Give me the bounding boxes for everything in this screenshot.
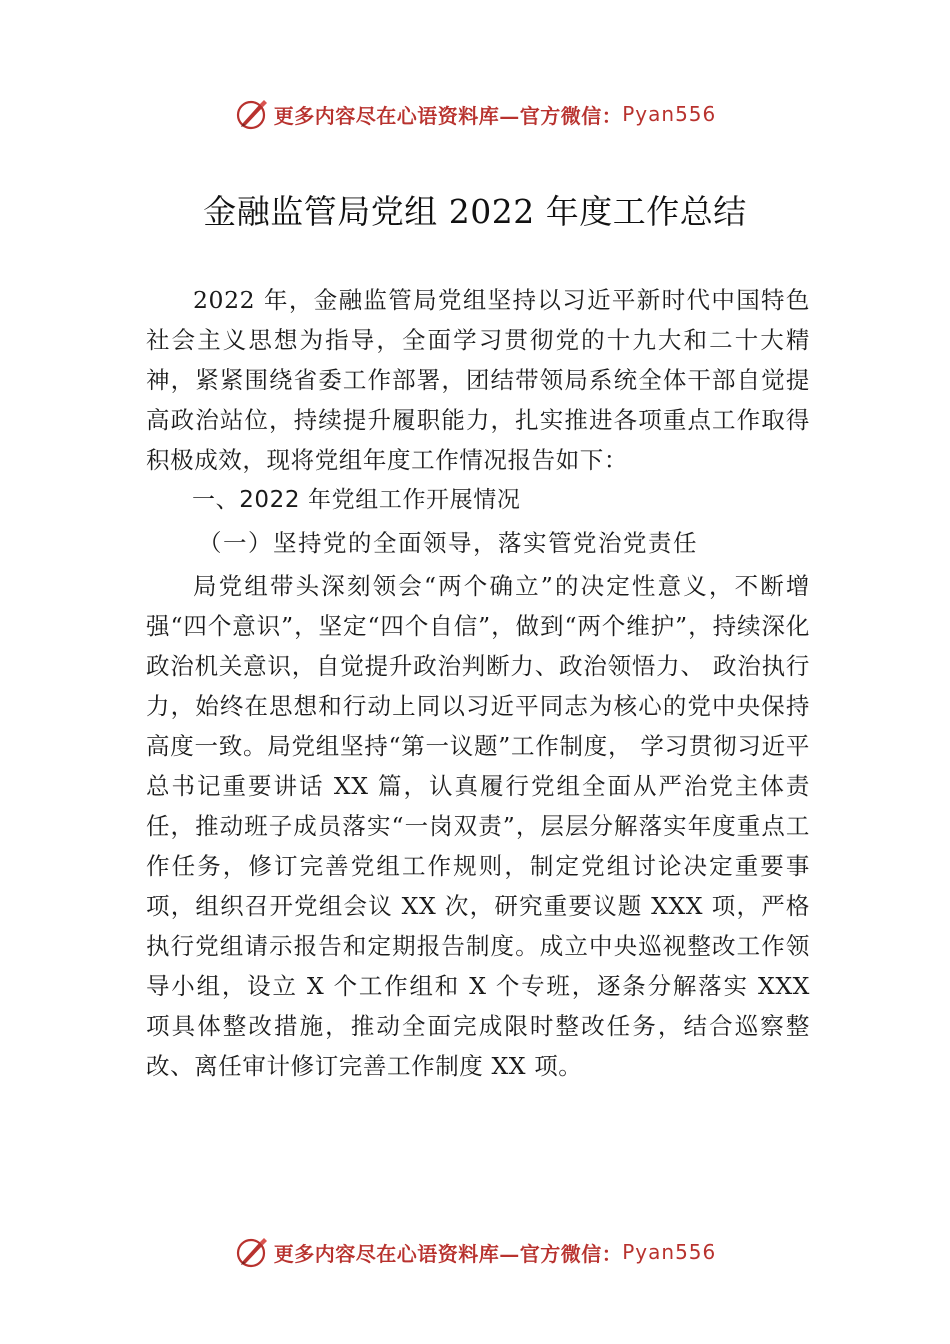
watermark-contact: Pyan556	[622, 102, 717, 126]
intro-paragraph: 2022 年，金融监管局党组坚持以习近平新时代中国特色社会主义思想为指导，全面学习贯彻党的十九大和二十大精神，紧紧围绕省委工作部署，团结带领局系统全体干部自觉提高政治站位，持续提升履职能力，扎实推进各项重点工作取得积极成效，现将党组年度工作情况报告如下：	[146, 286, 810, 474]
watermark-contact: Pyan556	[622, 1240, 717, 1264]
pen-logo-icon	[234, 1234, 270, 1270]
subsection-heading: （一）坚持党的全面领导，落实管党治党责任	[198, 529, 698, 557]
section-heading: 一、2022 年党组工作开展情况	[192, 487, 521, 513]
watermark-text: 更多内容尽在心语资料库—官方微信：	[273, 103, 623, 128]
document-title: 金融监管局党组 2022 年度工作总结	[203, 192, 747, 231]
footer-watermark-banner	[0, 1232, 950, 1272]
body-paragraph: 局党组带头深刻领会“两个确立”的决定性意义，不断增强“四个意识”，坚定“四个自信”，做到“两个维护”，持续深化政治机关意识，自觉提升政治判断力、政治领悟力、 政治执行力，始终在思想和行动上同以习近平同志为核心的党中央保持高度一致。局党组坚持“第一议题”工作制度， 学习贯彻习近平总书记重要讲话 XX 篇，认真履行党组全面从严治党主体责任，推动班子成员落实“一岗双责”，层层分解落实年度重点工作任务，修订完善党组工作规则，制定党组讨论决定重要事项，组织召开党组会议 XX 次，研究重要议题 XXX 项，严格执行党组请示报告和定期报告制度。成立中央巡视整改工作领导小组，设立 X 个工作组和 X 个专班，逐条分解落实 XXX 项具体整改措施，推动全面完成限时整改任务，结合巡察整改、离任审计修订完善工作制度 XX 项。	[146, 572, 810, 1080]
watermark-text: 更多内容尽在心语资料库—官方微信：	[273, 1241, 623, 1266]
header-watermark-banner	[0, 94, 950, 134]
document-body	[146, 280, 810, 1086]
pen-logo-icon	[234, 96, 270, 132]
